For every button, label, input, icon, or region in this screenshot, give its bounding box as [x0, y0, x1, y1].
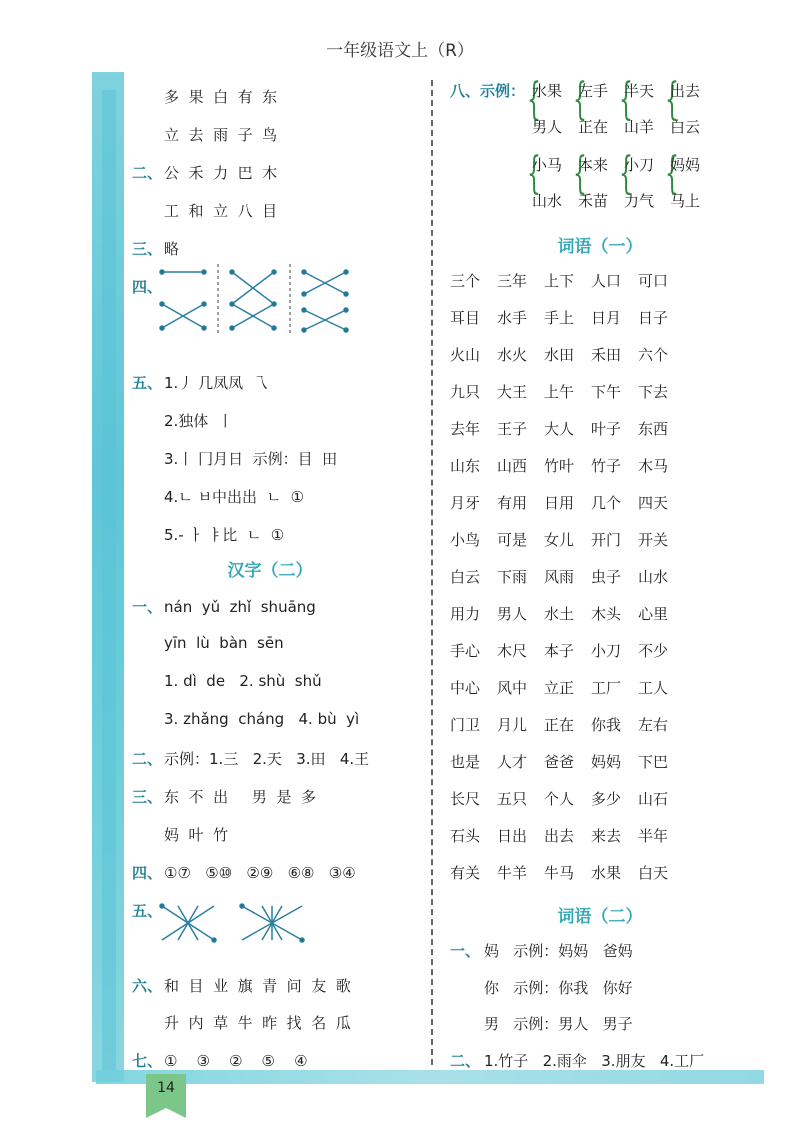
- word-cell: 下去: [638, 383, 669, 401]
- answer-text: 妈 叶 竹: [164, 826, 229, 844]
- right-line: [450, 1050, 704, 1071]
- brace-icon: {: [665, 148, 679, 199]
- right-line: [450, 977, 633, 998]
- section-title-hanzi-2: 汉字（二）: [227, 561, 313, 581]
- left-line: [132, 86, 277, 107]
- page-header-title: 一年级语文上（R）: [326, 41, 474, 61]
- word-cell: 上午: [544, 383, 575, 401]
- section-title-ciyu-2: 词语（二）: [557, 907, 643, 927]
- answer-text: 和 目 业 旗 青 问 友 歌: [164, 977, 351, 995]
- left-line: [132, 372, 268, 393]
- word-cell: 九只: [450, 383, 481, 401]
- word-cell: 立正: [544, 679, 575, 697]
- left-line: [132, 634, 284, 652]
- pair-word-top: 小刀: [624, 156, 655, 174]
- word-cell: 去年: [450, 420, 481, 438]
- question-label: 六、: [132, 977, 163, 995]
- brace-icon: {: [619, 74, 633, 125]
- word-cell: 大王: [497, 383, 528, 401]
- word-cell: 有关: [450, 864, 481, 882]
- answer-text: 3.丨 冂月日 示例：目 田: [164, 450, 338, 468]
- word-cell: 五只: [497, 790, 528, 808]
- answer-text: 2.独体 丨: [164, 412, 233, 430]
- word-cell: 人才: [497, 753, 528, 771]
- answer-text: 1. dì de 2. shù shǔ: [164, 672, 322, 690]
- question-label: 一、: [132, 598, 163, 616]
- answer-text: 4.ㄴ ㅂ中出出 ㄴ ①: [164, 488, 305, 506]
- word-cell: 山石: [638, 790, 669, 808]
- left-line: [132, 486, 304, 507]
- left-line: [132, 1012, 351, 1033]
- word-cell: 不少: [638, 642, 669, 660]
- question-label: 四、: [132, 278, 163, 296]
- word-cell: 几个: [591, 494, 622, 512]
- word-cell: 叶子: [591, 420, 622, 438]
- word-cell: 可口: [638, 272, 669, 290]
- word-cell: 中心: [450, 679, 481, 697]
- word-cell: 手心: [450, 642, 481, 660]
- left-line: [132, 824, 228, 845]
- bottom-decoration-band: [96, 1070, 764, 1084]
- brace-icon: {: [527, 148, 541, 199]
- word-cell: 四天: [638, 494, 669, 512]
- word-cell: 木尺: [497, 642, 528, 660]
- word-cell: 下巴: [638, 753, 669, 771]
- word-cell: 石头: [450, 827, 481, 845]
- answer-text: nán yǔ zhǐ shuāng: [164, 598, 316, 616]
- word-cell: 山东: [450, 457, 481, 475]
- word-cell: 王子: [497, 420, 528, 438]
- question-label: 二、: [132, 164, 163, 182]
- word-cell: 三年: [497, 272, 528, 290]
- left-line: [132, 162, 277, 183]
- brace-icon: {: [619, 148, 633, 199]
- word-cell: 门卫: [450, 716, 481, 734]
- word-cell: 小刀: [591, 642, 622, 660]
- word-cell: 虫子: [591, 568, 622, 586]
- word-cell: 有用: [497, 494, 528, 512]
- question-label: 三、: [132, 240, 163, 258]
- word-cell: 下午: [591, 383, 622, 401]
- answer-text: 公 禾 力 巴 木: [164, 164, 278, 182]
- left-line: [132, 410, 233, 431]
- question-label: 一、: [450, 942, 481, 960]
- word-cell: 工人: [638, 679, 669, 697]
- word-cell: 牛羊: [497, 864, 528, 882]
- answer-text: 你 示例：你我 你好: [484, 979, 633, 997]
- pair-word-bottom: 白云: [670, 118, 701, 136]
- left-line: [132, 786, 316, 807]
- answer-text: 1.丿 几凤凤 乁: [164, 374, 268, 392]
- left-line: [132, 710, 359, 728]
- word-cell: 水土: [544, 605, 575, 623]
- brace-icon: {: [527, 74, 541, 125]
- question-label: 三、: [132, 788, 163, 806]
- section-title-ciyu-1: 词语（一）: [557, 237, 643, 257]
- pair-word-bottom: 禾苗: [578, 192, 609, 210]
- left-line: [132, 238, 179, 259]
- pair-word-top: 妈妈: [670, 156, 701, 174]
- word-cell: 山水: [638, 568, 669, 586]
- answer-text: 示例：1.三 2.天 3.田 4.王: [164, 750, 370, 768]
- word-cell: 六个: [638, 346, 669, 364]
- word-cell: 长尺: [450, 790, 481, 808]
- word-cell: 来去: [591, 827, 622, 845]
- pair-word-bottom: 力气: [624, 192, 655, 210]
- answer-text: 略: [164, 240, 180, 258]
- question-label: 七、: [132, 1052, 163, 1070]
- word-cell: 牛马: [544, 864, 575, 882]
- word-cell: 水手: [497, 309, 528, 327]
- pair-word-top: 小马: [532, 156, 563, 174]
- word-cell: 正在: [544, 716, 575, 734]
- left-line: [132, 975, 351, 996]
- pair-word-top: 出去: [670, 82, 701, 100]
- word-cell: 本子: [544, 642, 575, 660]
- word-cell: 手上: [544, 309, 575, 327]
- word-cell: 白天: [638, 864, 669, 882]
- word-cell: 工厂: [591, 679, 622, 697]
- word-cell: 日子: [638, 309, 669, 327]
- word-cell: 水田: [544, 346, 575, 364]
- word-cell: 妈妈: [591, 753, 622, 771]
- answer-text: 5.- ㅏ ㅑ比 ㄴ ①: [164, 526, 285, 544]
- left-line: [132, 276, 164, 297]
- word-cell: 下雨: [497, 568, 528, 586]
- word-cell: 多少: [591, 790, 622, 808]
- answer-text: 1.竹子 2.雨伞 3.朋友 4.工厂: [484, 1052, 705, 1070]
- answer-text: 妈 示例：妈妈 爸妈: [484, 942, 633, 960]
- word-cell: 风雨: [544, 568, 575, 586]
- word-cell: 木马: [638, 457, 669, 475]
- word-cell: 东西: [638, 420, 669, 438]
- pair-word-top: 半天: [624, 82, 655, 100]
- word-cell: 日用: [544, 494, 575, 512]
- page-number-tag: [146, 1074, 186, 1114]
- right-line: [450, 1013, 633, 1034]
- answer-text: ①⑦ ⑤⑩ ②⑨ ⑥⑧ ③④: [164, 864, 356, 882]
- word-cell: 心里: [638, 605, 669, 623]
- word-cell: 你我: [591, 716, 622, 734]
- pair-word-top: 本来: [578, 156, 609, 174]
- pair-word-top: 水果: [532, 82, 563, 100]
- word-cell: 可是: [497, 531, 528, 549]
- word-cell: 用力: [450, 605, 481, 623]
- answer-text: 东 不 出 男 是 多: [164, 788, 316, 806]
- matching-lines-five: [158, 900, 308, 946]
- answer-text: 男 示例：男人 男子: [484, 1015, 633, 1033]
- word-cell: 三个: [450, 272, 481, 290]
- pair-word-bottom: 男人: [532, 118, 563, 136]
- left-line: [132, 200, 277, 221]
- word-cell: 木头: [591, 605, 622, 623]
- word-cell: 火山: [450, 346, 481, 364]
- word-cell: 日出: [497, 827, 528, 845]
- brace-icon: {: [665, 74, 679, 125]
- pair-word-top: 左手: [578, 82, 609, 100]
- question-label-eight: 八、示例：: [450, 82, 526, 100]
- brace-icon: {: [573, 74, 587, 125]
- word-cell: 竹叶: [544, 457, 575, 475]
- answer-text: ① ③ ② ⑤ ④: [164, 1052, 308, 1070]
- word-cell: 男人: [497, 605, 528, 623]
- left-line: [132, 124, 277, 145]
- word-cell: 月儿: [497, 716, 528, 734]
- word-cell: 左右: [638, 716, 669, 734]
- answer-text: yīn lù bàn sēn: [164, 634, 284, 652]
- word-cell: 白云: [450, 568, 481, 586]
- word-cell: 日月: [591, 309, 622, 327]
- question-label: 五、: [132, 902, 163, 920]
- word-cell: 开门: [591, 531, 622, 549]
- word-cell: 月牙: [450, 494, 481, 512]
- word-cell: 竹子: [591, 457, 622, 475]
- left-line: [132, 1050, 308, 1071]
- left-line: [132, 672, 322, 690]
- word-cell: 开关: [638, 531, 669, 549]
- matching-lines-four: [158, 264, 358, 336]
- word-cell: 爸爸: [544, 753, 575, 771]
- question-label: 二、: [450, 1052, 481, 1070]
- word-cell: 水果: [591, 864, 622, 882]
- pair-word-bottom: 山水: [532, 192, 563, 210]
- question-label: 五、: [132, 374, 163, 392]
- word-cell: 半年: [638, 827, 669, 845]
- left-line: [132, 448, 337, 469]
- word-cell: 出去: [544, 827, 575, 845]
- answer-text: 多 果 白 有 东: [164, 88, 278, 106]
- question-label: 四、: [132, 864, 163, 882]
- answer-text: 工 和 立 八 目: [164, 202, 278, 220]
- page-number: 14: [157, 1080, 175, 1096]
- word-cell: 风中: [497, 679, 528, 697]
- left-line: [132, 748, 369, 769]
- pair-word-bottom: 马上: [670, 192, 701, 210]
- brace-icon: {: [573, 148, 587, 199]
- left-line: [132, 862, 356, 883]
- pair-word-bottom: 山羊: [624, 118, 655, 136]
- word-cell: 人口: [591, 272, 622, 290]
- page-edge-shadow: [102, 90, 116, 1070]
- pair-word-bottom: 正在: [578, 118, 609, 136]
- left-line: [132, 900, 164, 921]
- word-cell: 小鸟: [450, 531, 481, 549]
- word-cell: 也是: [450, 753, 481, 771]
- word-cell: 山西: [497, 457, 528, 475]
- left-line: [132, 596, 316, 617]
- column-divider: [431, 80, 433, 1065]
- answer-text: 3. zhǎng cháng 4. bù yì: [164, 710, 360, 728]
- word-cell: 上下: [544, 272, 575, 290]
- answer-text: 升 内 草 牛 昨 找 名 瓜: [164, 1014, 351, 1032]
- answer-text: 立 去 雨 子 鸟: [164, 126, 278, 144]
- word-cell: 禾田: [591, 346, 622, 364]
- word-cell: 耳目: [450, 309, 481, 327]
- word-cell: 大人: [544, 420, 575, 438]
- question-label: 二、: [132, 750, 163, 768]
- left-line: [132, 524, 284, 545]
- word-cell: 水火: [497, 346, 528, 364]
- right-line: [450, 940, 633, 961]
- word-cell: 个人: [544, 790, 575, 808]
- word-cell: 女儿: [544, 531, 575, 549]
